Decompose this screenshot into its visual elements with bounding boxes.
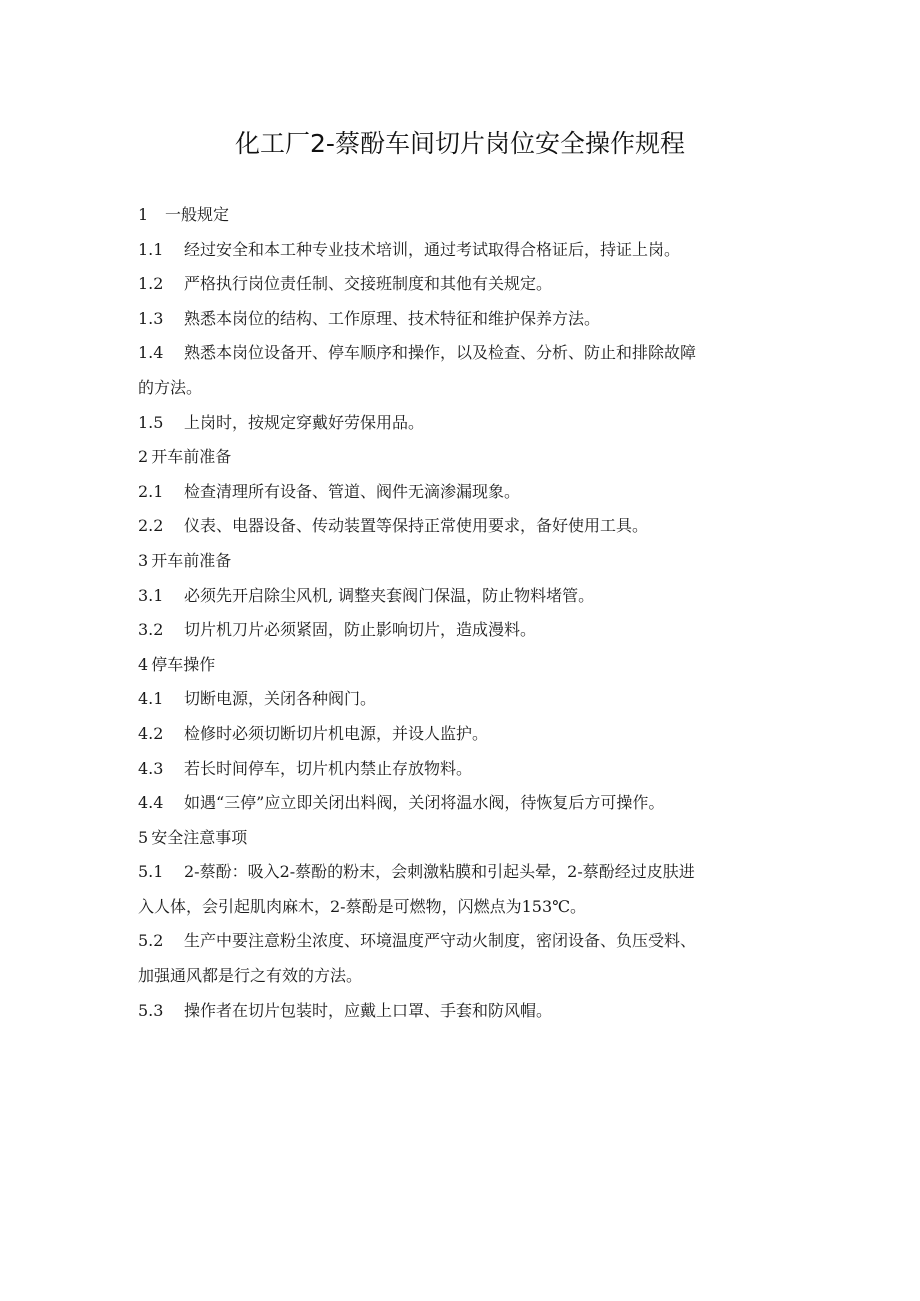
clause-number: 5.1 — [138, 862, 164, 882]
clause-text: 入人体，会引起肌肉麻木，2-蔡酚是可燃物，闪燃点为153℃。 — [138, 896, 587, 916]
clause-2-2 — [138, 509, 788, 544]
clause-text: 熟悉本岗位设备开、停车顺序和操作，以及检查、分析、防止和排除故障 — [184, 343, 697, 363]
clause-text: 的方法。 — [138, 377, 203, 397]
clause-5-3 — [138, 994, 788, 1029]
clause-text: 若长时间停车，切片机内禁止存放物料。 — [184, 758, 473, 778]
clause-number: 1.3 — [138, 308, 164, 328]
section-heading-1 — [138, 198, 788, 233]
clause-5-2-continued — [138, 959, 788, 994]
clause-1-4-continued — [138, 371, 788, 406]
clause-3-2 — [138, 613, 788, 648]
clause-number: 2 — [138, 447, 149, 467]
section-heading-3 — [138, 544, 788, 579]
clause-number: 4.4 — [138, 793, 164, 813]
clause-number: 4.1 — [138, 689, 164, 709]
clause-text: 开车前准备 — [151, 550, 232, 570]
clause-text: 开车前准备 — [151, 447, 232, 467]
clause-text: 上岗时，按规定穿戴好劳保用品。 — [184, 412, 425, 432]
clause-3-1 — [138, 579, 788, 614]
clause-2-1 — [138, 475, 788, 510]
clause-text: 2-蔡酚：吸入2-蔡酚的粉末，会刺激粘膜和引起头晕，2-蔡酚经过皮肤进 — [184, 862, 695, 882]
clause-5-1-continued — [138, 890, 788, 925]
clause-number: 3.1 — [138, 585, 164, 605]
clause-5-1 — [138, 855, 788, 890]
clause-text: 检修时必须切断切片机电源，并设人监护。 — [184, 723, 489, 743]
clause-5-2 — [138, 924, 788, 959]
clause-number: 2.1 — [138, 481, 164, 501]
section-heading-4 — [138, 648, 788, 683]
clause-4-2 — [138, 717, 788, 752]
clause-number: 4.2 — [138, 723, 164, 743]
clause-1-5 — [138, 406, 788, 441]
clause-text: 切片机刀片必须紧固，防止影响切片，造成漫料。 — [184, 620, 537, 640]
clause-text: 熟悉本岗位的结构、工作原理、技术特征和维护保养方法。 — [184, 308, 601, 328]
clause-text: 加强通风都是行之有效的方法。 — [138, 966, 363, 986]
clause-number: 1 — [138, 205, 149, 224]
clause-number: 5.3 — [138, 1000, 164, 1020]
clause-text: 操作者在切片包装时，应戴上口罩、手套和防风帽。 — [184, 1000, 553, 1020]
clause-number: 3 — [138, 550, 149, 570]
clause-number: 1.2 — [138, 274, 164, 294]
clause-1-3 — [138, 302, 788, 337]
clause-text: 经过安全和本工种专业技术培训，通过考试取得合格证后，持证上岗。 — [184, 239, 681, 259]
clause-text: 安全注意事项 — [151, 827, 248, 847]
clause-text: 一般规定 — [165, 205, 230, 224]
clause-1-2 — [138, 267, 788, 302]
clause-number: 1.5 — [138, 412, 164, 432]
clause-text: 切断电源，关闭各种阀门。 — [184, 689, 377, 709]
clause-number: 5.2 — [138, 931, 164, 951]
clause-text: 仪表、电器设备、传动装置等保持正常使用要求，备好使用工具。 — [184, 516, 649, 536]
clause-text: 严格执行岗位责任制、交接班制度和其他有关规定。 — [184, 274, 553, 294]
clause-number: 5 — [138, 827, 149, 847]
clause-4-1 — [138, 682, 788, 717]
clause-number: 1.1 — [138, 239, 164, 259]
section-heading-2 — [138, 440, 788, 475]
clause-text: 停车操作 — [151, 654, 216, 674]
clause-number: 4.3 — [138, 758, 164, 778]
clause-number: 2.2 — [138, 516, 164, 536]
clause-text: 如遇“三停”应立即关闭出料阀，关闭将温水阀，待恢复后方可操作。 — [184, 793, 665, 813]
document-title: 化工厂2-蔡酚车间切片岗位安全操作规程 — [235, 129, 685, 158]
clause-1-4 — [138, 336, 788, 371]
clause-4-4 — [138, 786, 788, 821]
clause-number: 1.4 — [138, 343, 164, 363]
clause-text: 检查清理所有设备、管道、阀件无滴渗漏现象。 — [184, 481, 521, 501]
clause-4-3 — [138, 752, 788, 787]
clause-1-1 — [138, 233, 788, 268]
clause-number: 3.2 — [138, 620, 164, 640]
clause-text: 生产中要注意粉尘浓度、环境温度严守动火制度，密闭设备、负压受料、 — [184, 931, 697, 951]
document-body — [138, 198, 788, 1028]
section-heading-5 — [138, 821, 788, 856]
clause-text: 必须先开启除尘风机, 调整夹套阀门保温，防止物料堵管。 — [184, 585, 595, 605]
clause-number: 4 — [138, 654, 149, 674]
